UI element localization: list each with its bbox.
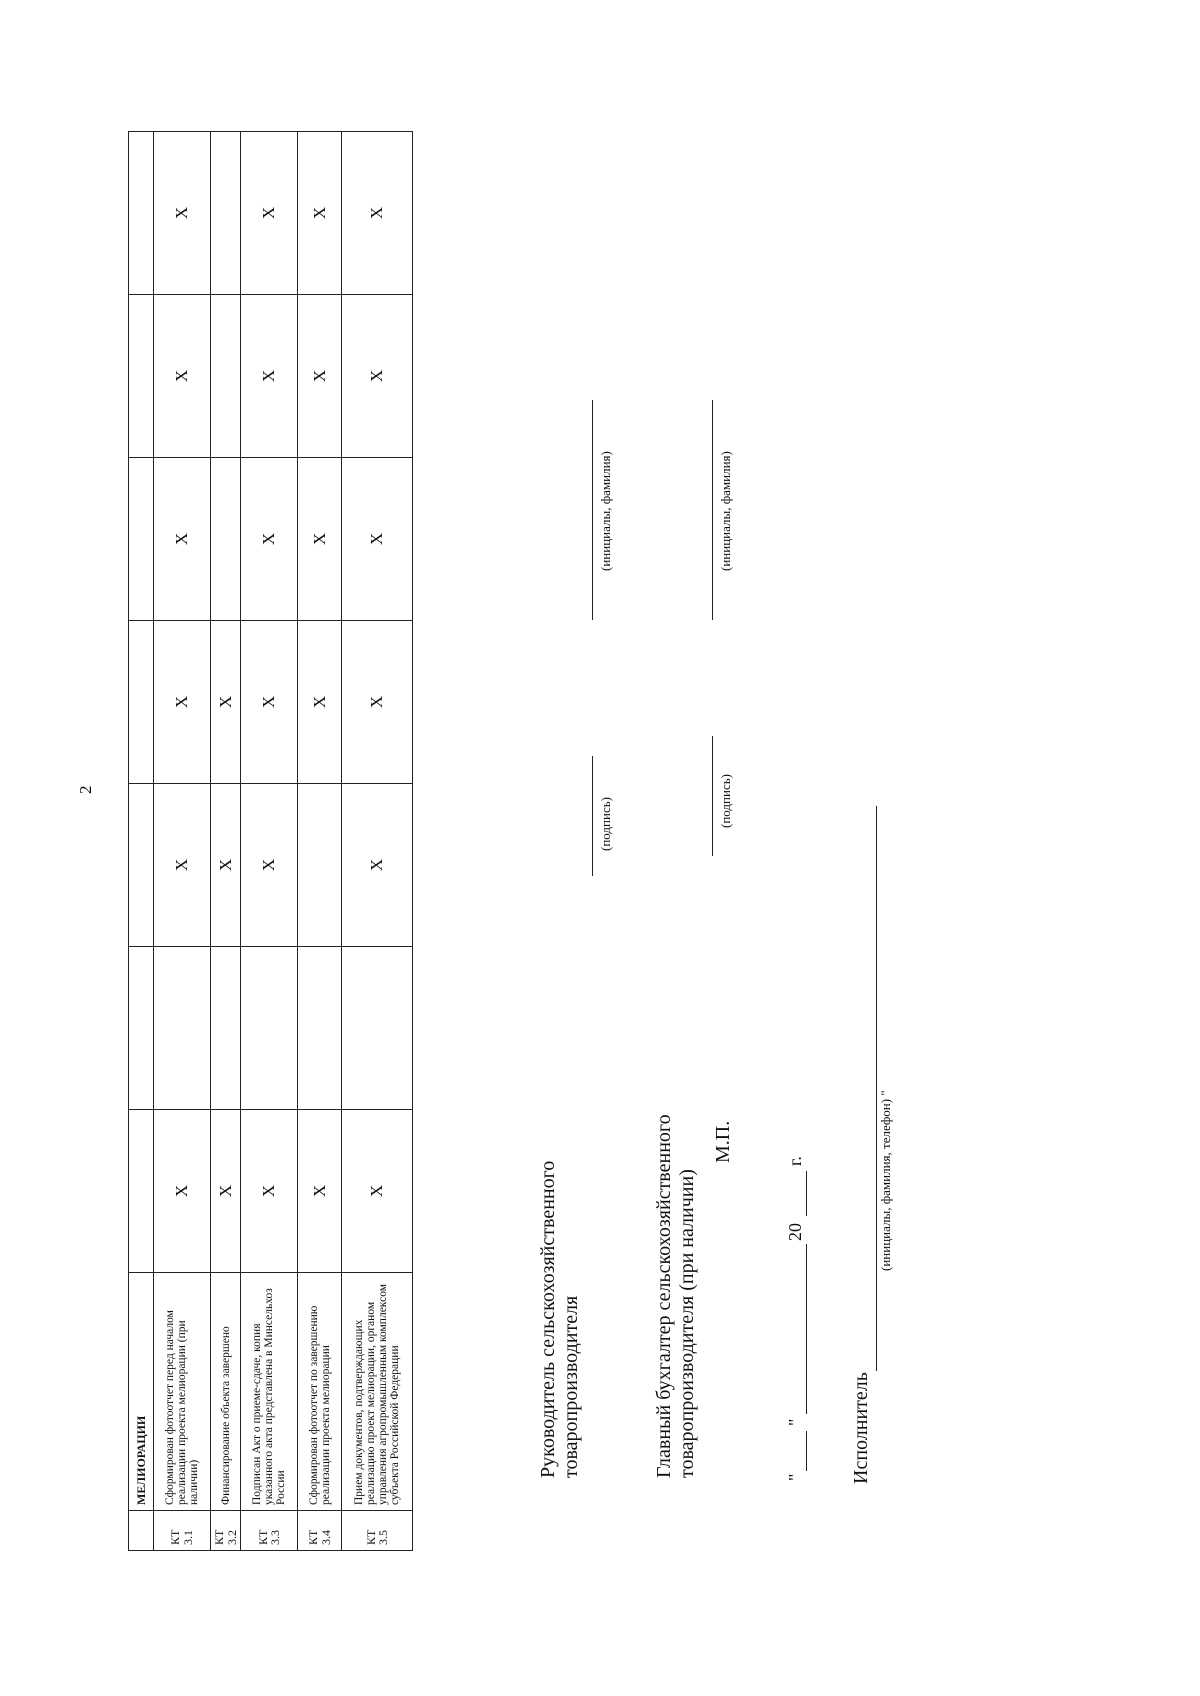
row-description: Сформирован фотоотчет по завершению реализации проекта мелиорации [298, 1273, 342, 1511]
mark-cell [211, 132, 241, 295]
mark-cell: X [342, 784, 413, 947]
mark-cell: X [154, 784, 211, 947]
mark-cell: X [211, 784, 241, 947]
mark-cell: X [342, 458, 413, 621]
date-month-line [806, 1244, 807, 1414]
table-section-row [129, 132, 154, 1551]
mark-cell: X [241, 1110, 298, 1273]
mark-cell: X [342, 1110, 413, 1273]
date-year-prefix: 20 [785, 1223, 805, 1241]
table-row [298, 132, 342, 1551]
row-code: КТ 3.1 [154, 1511, 211, 1551]
mark-cell: X [211, 1110, 241, 1273]
table-row [241, 132, 298, 1551]
date-year-suffix: г. [785, 1156, 805, 1166]
mark-cell: X [241, 132, 298, 295]
row-description: Сформирован фотоотчет перед началом реализации проекта мелиорации (при наличии) [154, 1273, 211, 1511]
row-code: КТ 3.4 [298, 1511, 342, 1551]
table-cell [129, 1511, 154, 1551]
date-quote-open: " [785, 1473, 805, 1481]
accountant-initials-line [712, 400, 713, 620]
stamp-label: М.П. [712, 1120, 734, 1163]
head-signature-caption: (подпись) [598, 797, 613, 851]
table-row [342, 132, 413, 1551]
section-title: МЕЛИОРАЦИИ [129, 1273, 154, 1511]
mark-cell [298, 947, 342, 1110]
page-number: 2 [76, 785, 95, 794]
date-quote-close: " [785, 1418, 805, 1426]
mark-cell: X [211, 621, 241, 784]
accountant-signature-line [712, 736, 713, 856]
row-code: КТ 3.5 [342, 1511, 413, 1551]
head-initials-caption: (инициалы, фамилия) [598, 451, 613, 571]
mark-cell: X [342, 132, 413, 295]
accountant-label: Главный бухгалтер сельскохозяйственного товаропроизводителя (при наличии) [653, 1114, 698, 1478]
row-description: Финансирование объекта завершено [211, 1273, 241, 1511]
mark-cell: X [154, 458, 211, 621]
mark-cell: X [298, 1110, 342, 1273]
mark-cell: X [298, 295, 342, 458]
accountant-initials-caption: (инициалы, фамилия) [718, 451, 733, 571]
row-code: КТ 3.3 [241, 1511, 298, 1551]
mark-cell: X [241, 621, 298, 784]
head-initials-line [592, 400, 593, 620]
mark-cell [241, 947, 298, 1110]
control-points-table [128, 131, 413, 1551]
executor-label: Исполнитель [850, 1372, 872, 1484]
mark-cell [211, 947, 241, 1110]
row-description: Подписан Акт о приеме-сдаче, копия указанного акта представлена в Минсельхоз России [241, 1273, 298, 1511]
mark-cell: X [342, 621, 413, 784]
mark-cell: X [342, 295, 413, 458]
mark-cell [154, 947, 211, 1110]
mark-cell: X [298, 621, 342, 784]
mark-cell: X [241, 458, 298, 621]
accountant-signature-caption: (подпись) [718, 774, 733, 828]
executor-caption: (инициалы, фамилия, телефон) " [878, 1090, 893, 1271]
mark-cell: X [154, 295, 211, 458]
head-label: Руководитель сельскохозяйственного товаропроизводителя [537, 1160, 582, 1478]
date-year-line [806, 1171, 807, 1216]
mark-cell: X [154, 621, 211, 784]
mark-cell: X [241, 295, 298, 458]
row-description: Прием документов, подтверждающих реализацию проект мелиорации, органом управления агропромышленным комплексом субъекта Российской Федерации [342, 1273, 413, 1511]
mark-cell [342, 947, 413, 1110]
table-row [154, 132, 211, 1551]
mark-cell [298, 784, 342, 947]
executor-line [876, 806, 877, 1371]
mark-cell [211, 458, 241, 621]
mark-cell: X [241, 784, 298, 947]
mark-cell: X [154, 1110, 211, 1273]
table-row [211, 132, 241, 1551]
head-signature-line [592, 756, 593, 876]
mark-cell: X [154, 132, 211, 295]
mark-cell: X [298, 458, 342, 621]
mark-cell: X [298, 132, 342, 295]
date-day-line [806, 1431, 807, 1471]
row-code: КТ 3.2 [211, 1511, 241, 1551]
mark-cell [211, 295, 241, 458]
